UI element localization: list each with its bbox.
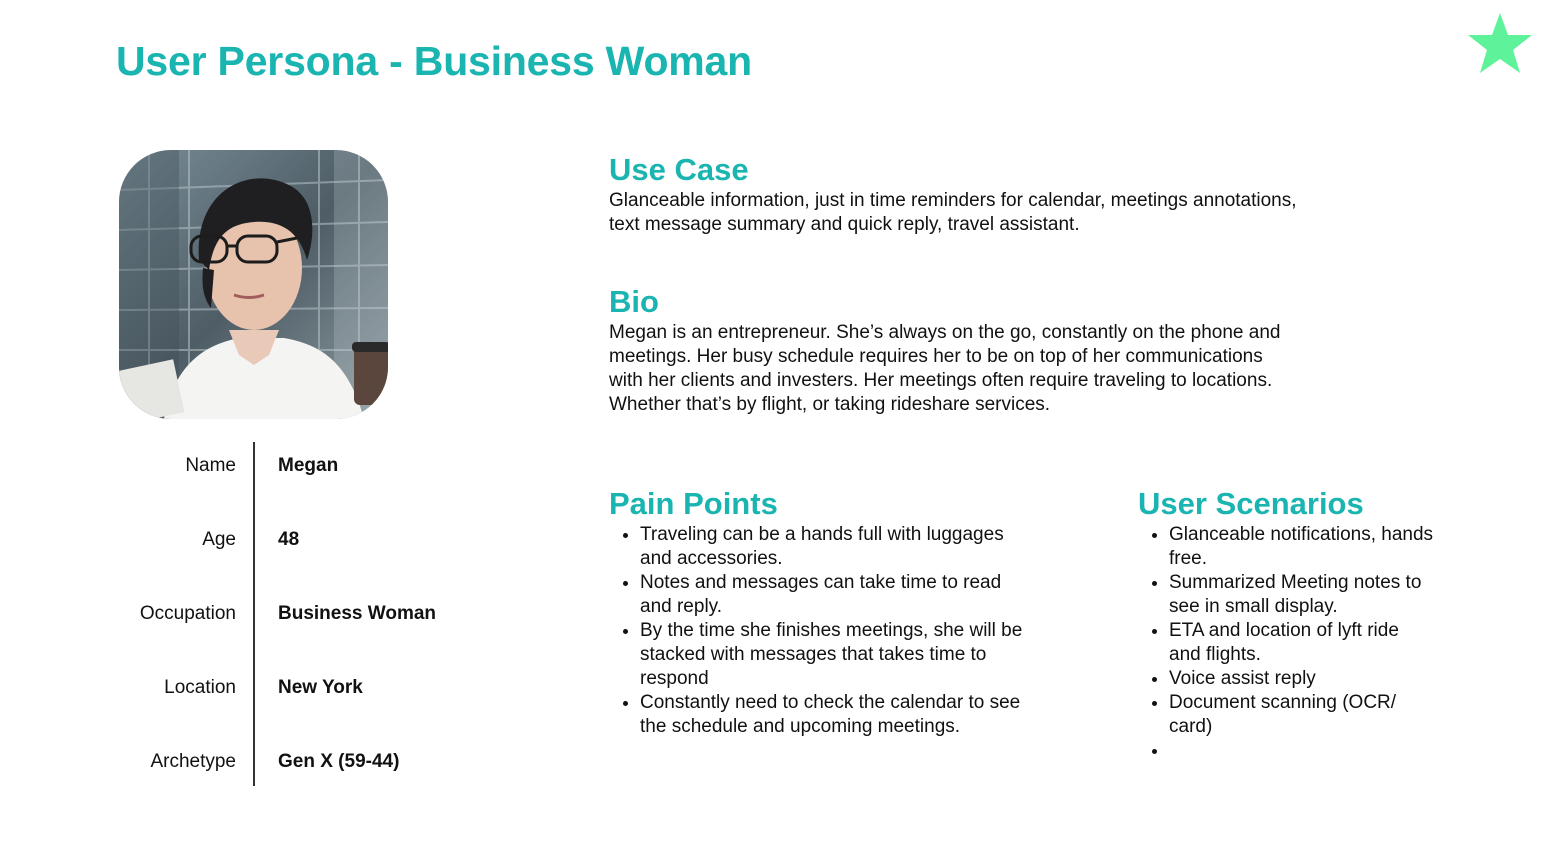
list-item-empty bbox=[1169, 739, 1518, 763]
profile-label: Location bbox=[164, 677, 236, 698]
profile-value: Gen X (59-44) bbox=[278, 751, 400, 772]
use-case-section bbox=[609, 151, 1409, 237]
list-item: • ETA and location of lyft ride and flights. bbox=[1169, 619, 1518, 667]
list-item: • Glanceable notifications, hands free. bbox=[1169, 523, 1518, 571]
user-scenarios-list bbox=[1138, 523, 1518, 763]
pain-points-heading: Pain Points bbox=[609, 486, 778, 521]
profile-row-occupation bbox=[100, 595, 500, 625]
pain-points-list bbox=[609, 523, 1089, 739]
use-case-line: Glanceable information, just in time reminders for calendar, meetings annotations, bbox=[609, 190, 1297, 211]
profile-value: Megan bbox=[278, 455, 339, 476]
profile-info bbox=[100, 440, 500, 786]
list-item: • By the time she finishes meetings, she will be stacked with messages that takes time to respond bbox=[640, 619, 1089, 691]
profile-row-location bbox=[100, 669, 500, 699]
bio-heading: Bio bbox=[609, 284, 659, 319]
profile-row-archetype bbox=[100, 743, 500, 773]
user-scenarios-section bbox=[1138, 485, 1518, 763]
profile-label: Age bbox=[202, 529, 236, 550]
profile-row-age bbox=[100, 521, 500, 551]
page-title: User Persona - Business Woman bbox=[116, 38, 752, 84]
profile-label: Name bbox=[185, 455, 236, 476]
use-case-line: text message summary and quick reply, travel assistant. bbox=[609, 214, 1080, 235]
list-item: • Document scanning (OCR/ card) bbox=[1169, 691, 1518, 739]
persona-photo bbox=[119, 150, 388, 419]
profile-label: Occupation bbox=[139, 603, 236, 624]
bio-line: Megan is an entrepreneur. She’s always on the go, constantly on the phone and bbox=[609, 322, 1281, 343]
bio-section bbox=[609, 283, 1409, 417]
star-icon bbox=[1466, 10, 1534, 76]
pain-points-section bbox=[609, 485, 1089, 739]
list-item: • Notes and messages can take time to read and reply. bbox=[640, 571, 1089, 619]
list-item: • Voice assist reply bbox=[1169, 667, 1518, 691]
profile-value: Business Woman bbox=[278, 603, 437, 624]
profile-label: Archetype bbox=[150, 751, 236, 772]
list-item: • Constantly need to check the calendar to see the schedule and upcoming meetings. bbox=[640, 691, 1089, 739]
bio-line: with her clients and investers. Her meetings often require traveling to locations. bbox=[609, 370, 1273, 391]
profile-value: 48 bbox=[278, 529, 300, 550]
user-scenarios-heading: User Scenarios bbox=[1138, 486, 1364, 521]
bio-line: Whether that’s by flight, or taking rideshare services. bbox=[609, 394, 1051, 415]
bio-line: meetings. Her busy schedule requires her to be on top of her communications bbox=[609, 346, 1263, 367]
list-item: • Summarized Meeting notes to see in small display. bbox=[1169, 571, 1518, 619]
profile-row-name bbox=[100, 447, 500, 477]
use-case-heading: Use Case bbox=[609, 152, 749, 187]
list-item: • Traveling can be a hands full with luggages and accessories. bbox=[640, 523, 1089, 571]
profile-value: New York bbox=[278, 677, 363, 698]
